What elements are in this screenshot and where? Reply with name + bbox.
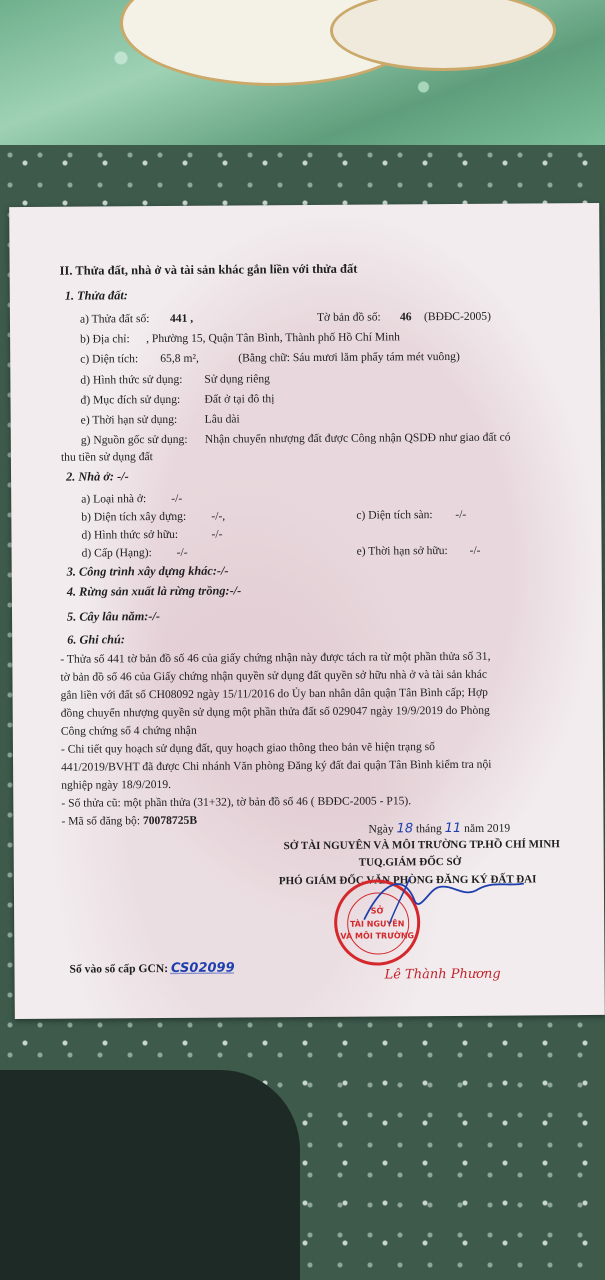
- ownership-term-value: -/-: [469, 543, 481, 557]
- s6-heading: 6. Ghi chú:: [67, 632, 125, 647]
- date-month-value: 11: [444, 820, 462, 837]
- address-value: , Phường 15, Quận Tân Bình, Thành phố Hồ Chí Minh: [146, 330, 400, 346]
- note-line: - Thửa số 441 tờ bản đồ số 46 của giấy chứng nhận này được tách ra từ một phần thửa số 31,: [60, 649, 491, 666]
- note-line: - Số thửa cũ: một phần thửa (31+32), tờ bản đồ số 46 ( BĐĐC-2005 - P15).: [61, 794, 412, 810]
- note-line: nghiệp ngày 18/9/2019.: [61, 777, 172, 792]
- area-label: c) Diện tích:: [80, 352, 139, 366]
- date-day-label: Ngày: [368, 822, 394, 836]
- map-sheet-extra: (BĐĐC-2005): [423, 309, 491, 324]
- area-words: (Bằng chữ: Sáu mươi lăm phẩy tám mét vuông): [238, 349, 460, 365]
- use-term-label: e) Thời hạn sử dụng:: [80, 412, 178, 427]
- use-term-value: Lâu dài: [204, 412, 240, 426]
- floor-area-label: c) Diện tích sàn:: [356, 508, 433, 522]
- seal-text: SỞ: [370, 906, 384, 916]
- registration-code-line: [61, 814, 197, 828]
- seal-text: VÀ MÔI TRƯỜNG: [340, 931, 415, 941]
- seal-text: TÀI NGUYÊN: [349, 919, 405, 929]
- parcel-no-value: 441 ,: [169, 311, 194, 325]
- note-line: tờ bản đồ số 46 của Giấy chứng nhận quyền sử dụng đất quyền sở hữu nhà ở và tài sản khác: [60, 667, 488, 684]
- grade-label: d) Cấp (Hạng):: [81, 546, 152, 560]
- handwritten-signature: [344, 868, 534, 929]
- authorization-line: TUQ.GIÁM ĐỐC SỞ: [358, 855, 462, 869]
- house-type-value: -/-: [171, 491, 183, 505]
- date-month-label: tháng: [415, 822, 442, 836]
- building-area-value: -/-,: [211, 509, 226, 523]
- certificate-page: [9, 203, 605, 1019]
- registration-code-label: - Mã số đăng bộ:: [61, 814, 143, 828]
- ownership-form-label: d) Hình thức sở hữu:: [81, 527, 179, 542]
- s2-heading: 2. Nhà ở: -/-: [66, 469, 129, 484]
- parcel-no-label: a) Thửa đất số:: [79, 312, 150, 326]
- s5-heading: 5. Cây lâu năm:-/-: [66, 609, 161, 624]
- shadow-area: [0, 1070, 300, 1280]
- ownership-form-value: -/-: [211, 527, 223, 541]
- section-title: II. Thửa đất, nhà ở và tài sản khác gắn liền với thửa đất: [59, 261, 358, 278]
- ownership-term-label: e) Thời hạn sở hữu:: [356, 544, 448, 558]
- gcn-label: Số vào sổ cấp GCN:: [69, 961, 169, 976]
- date-day-value: 18: [396, 821, 414, 837]
- registration-code-value: 70078725B: [142, 813, 198, 828]
- note-line: Công chứng số 4 chứng nhận: [60, 723, 197, 738]
- use-form-value: Sử dụng riêng: [204, 372, 270, 386]
- grade-value: -/-: [176, 545, 188, 559]
- note-line: gắn liền với đất số CH08092 ngày 15/11/2016 do Ủy ban nhân dân quận Tân Bình cấp; Hợp: [60, 685, 488, 702]
- map-sheet-label: Tờ bản đồ số:: [316, 310, 381, 324]
- building-area-label: b) Diện tích xây dựng:: [81, 509, 187, 524]
- origin-value: Nhận chuyển nhượng đất được Công nhận QSDĐ như giao đất có: [204, 430, 511, 446]
- note-line: - Chi tiết quy hoạch sử dụng đất, quy hoạch giao thông theo bản vẽ hiện trạng số: [60, 740, 435, 756]
- floor-area-value: -/-: [455, 507, 467, 521]
- house-type-label: a) Loại nhà ở:: [81, 492, 147, 506]
- gcn-registry: [69, 961, 234, 977]
- issue-date: [368, 821, 510, 837]
- gcn-value: CS02099: [170, 960, 235, 976]
- s3-heading: 3. Công trình xây dựng khác:-/-: [66, 563, 229, 579]
- signer-title: PHÓ GIÁM ĐỐC VĂN PHÒNG ĐĂNG KÝ ĐẤT ĐAI: [278, 873, 537, 888]
- use-form-label: d) Hình thức sử dụng:: [80, 372, 183, 387]
- signer-name: Lê Thành Phương: [384, 966, 501, 983]
- origin-label: g) Nguồn gốc sử dụng:: [80, 432, 188, 447]
- use-purpose-label: đ) Mục đích sử dụng:: [80, 392, 181, 407]
- origin-value-cont: thu tiền sử dụng đất: [60, 450, 153, 464]
- date-year: năm 2019: [464, 821, 511, 835]
- address-label: b) Địa chỉ:: [80, 332, 130, 346]
- note-line: đồng chuyển nhượng quyền sử dụng một phần thửa đất số 029047 ngày 19/9/2019 do Phòng: [60, 703, 490, 720]
- use-purpose-value: Đất ở tại đô thị: [204, 392, 275, 406]
- s4-heading: 4. Rừng sản xuất là rừng trồng:-/-: [66, 583, 242, 599]
- s1-heading: 1. Thửa đất:: [64, 288, 128, 303]
- area-value: 65,8 m²,: [160, 351, 199, 366]
- issuing-authority: SỞ TÀI NGUYÊN VÀ MÔI TRƯỜNG TP.HỒ CHÍ MINH: [283, 838, 560, 853]
- note-line: 441/2019/BVHT đã được Chi nhánh Văn phòng Đăng ký đất đai quận Tân Bình kiểm tra nội: [61, 757, 492, 774]
- map-sheet-value: 46: [399, 310, 412, 324]
